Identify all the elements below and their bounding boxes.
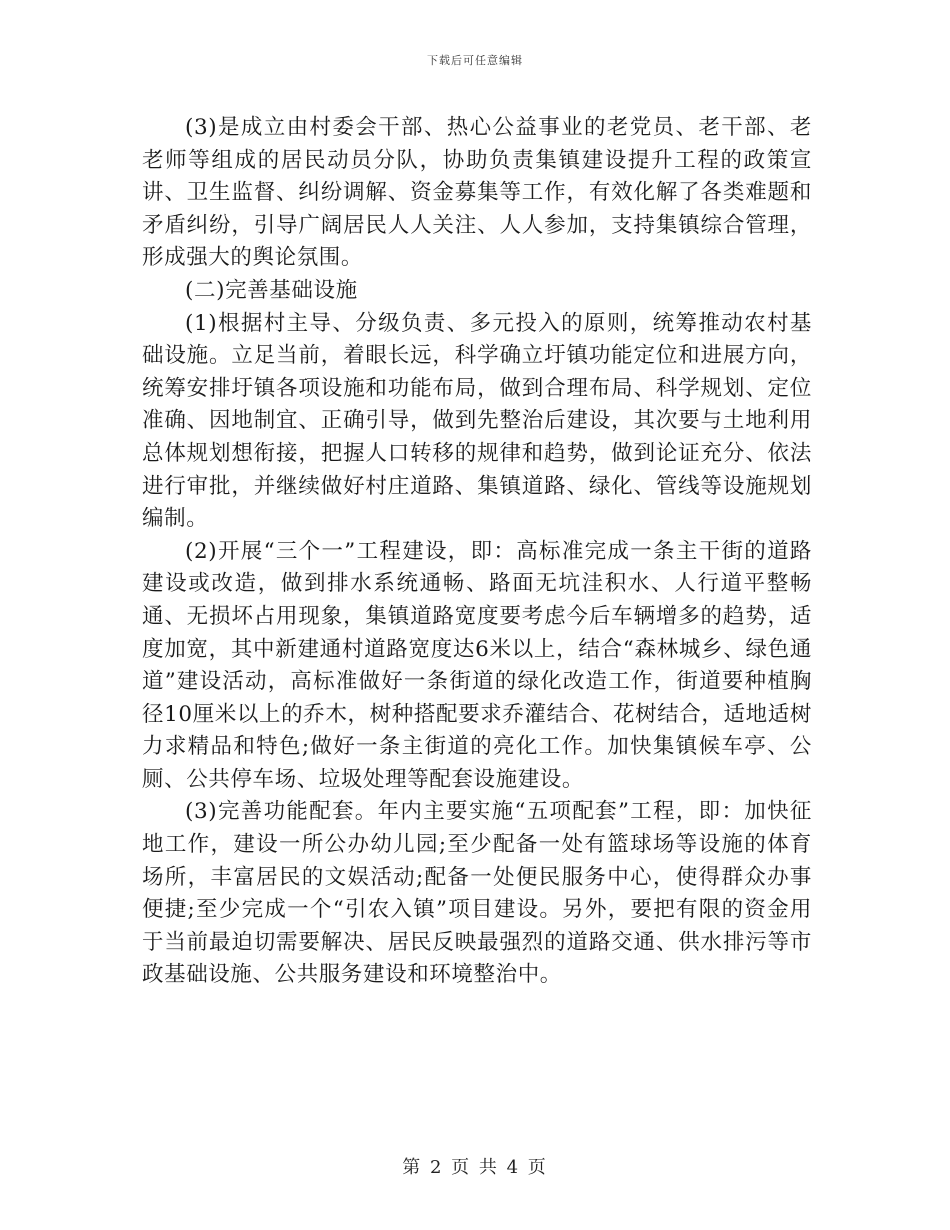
document-body — [142, 112, 812, 992]
paragraph-five-supporting: (3)完善功能配套。年内主要实施“五项配套”工程，即：加快征地工作，建设一所公办幼儿园;至少配备一处有篮球场等设施的体育场所，丰富居民的文娱活动;配备一处便民服务中心，使得群众办事便捷;至少完成一个“引农入镇”项目建设。另外，要把有限的资金用于当前最迫切需要解决、居民反映最强烈的道路交通、供水排污等市政基础设施、公共服务建设和环境整治中。 — [142, 799, 812, 988]
page-number-footer: 第 2 页 共 4 页 — [402, 1157, 548, 1178]
page-header: 下载后可任意编辑 — [427, 54, 523, 67]
paragraph-volunteer-team: (3)是成立由村委会干部、热心公益事业的老党员、老干部、老老师等组成的居民动员分队，协助负责集镇建设提升工程的政策宣讲、卫生监督、纠纷调解、资金募集等工作，有效化解了各类难题和矛盾纠纷，引导广阔居民人人关注、人人参加，支持集镇综合管理，形成强大的舆论氛围。 — [142, 115, 812, 271]
paragraph-three-ones: (2)开展“三个一”工程建设，即：高标准完成一条主干街的道路建设或改造，做到排水系统通畅、路面无坑洼积水、人行道平整畅通、无损坏占用现象，集镇道路宽度要考虑今后车辆增多的趋势，适度加宽，其中新建通村道路宽度达6米以上，结合“森林城乡、绿色通道”建设活动，高标准做好一条街道的绿化改造工作，街道要种植胸径10厘米以上的乔木，树种搭配要求乔灌结合、花树结合，适地适树力求精品和特色;做好一条主街道的亮化工作。加快集镇候车亭、公厕、公共停车场、垃圾处理等配套设施建设。 — [142, 538, 812, 792]
paragraph-planning: (1)根据村主导、分级负责、多元投入的原则，统筹推动农村基础设施。立足当前，着眼长远，科学确立圩镇功能定位和进展方向，统筹安排圩镇各项设施和功能布局，做到合理布局、科学规划、定位准确、因地制宜、正确引导，做到先整治后建设，其次要与土地利用总体规划想衔接，把握人口转移的规律和趋势，做到论证充分、依法进行审批，并继续做好村庄道路、集镇道路、绿化、管线等设施规划编制。 — [142, 310, 812, 532]
section-heading-infrastructure: (二)完善基础设施 — [185, 277, 358, 303]
